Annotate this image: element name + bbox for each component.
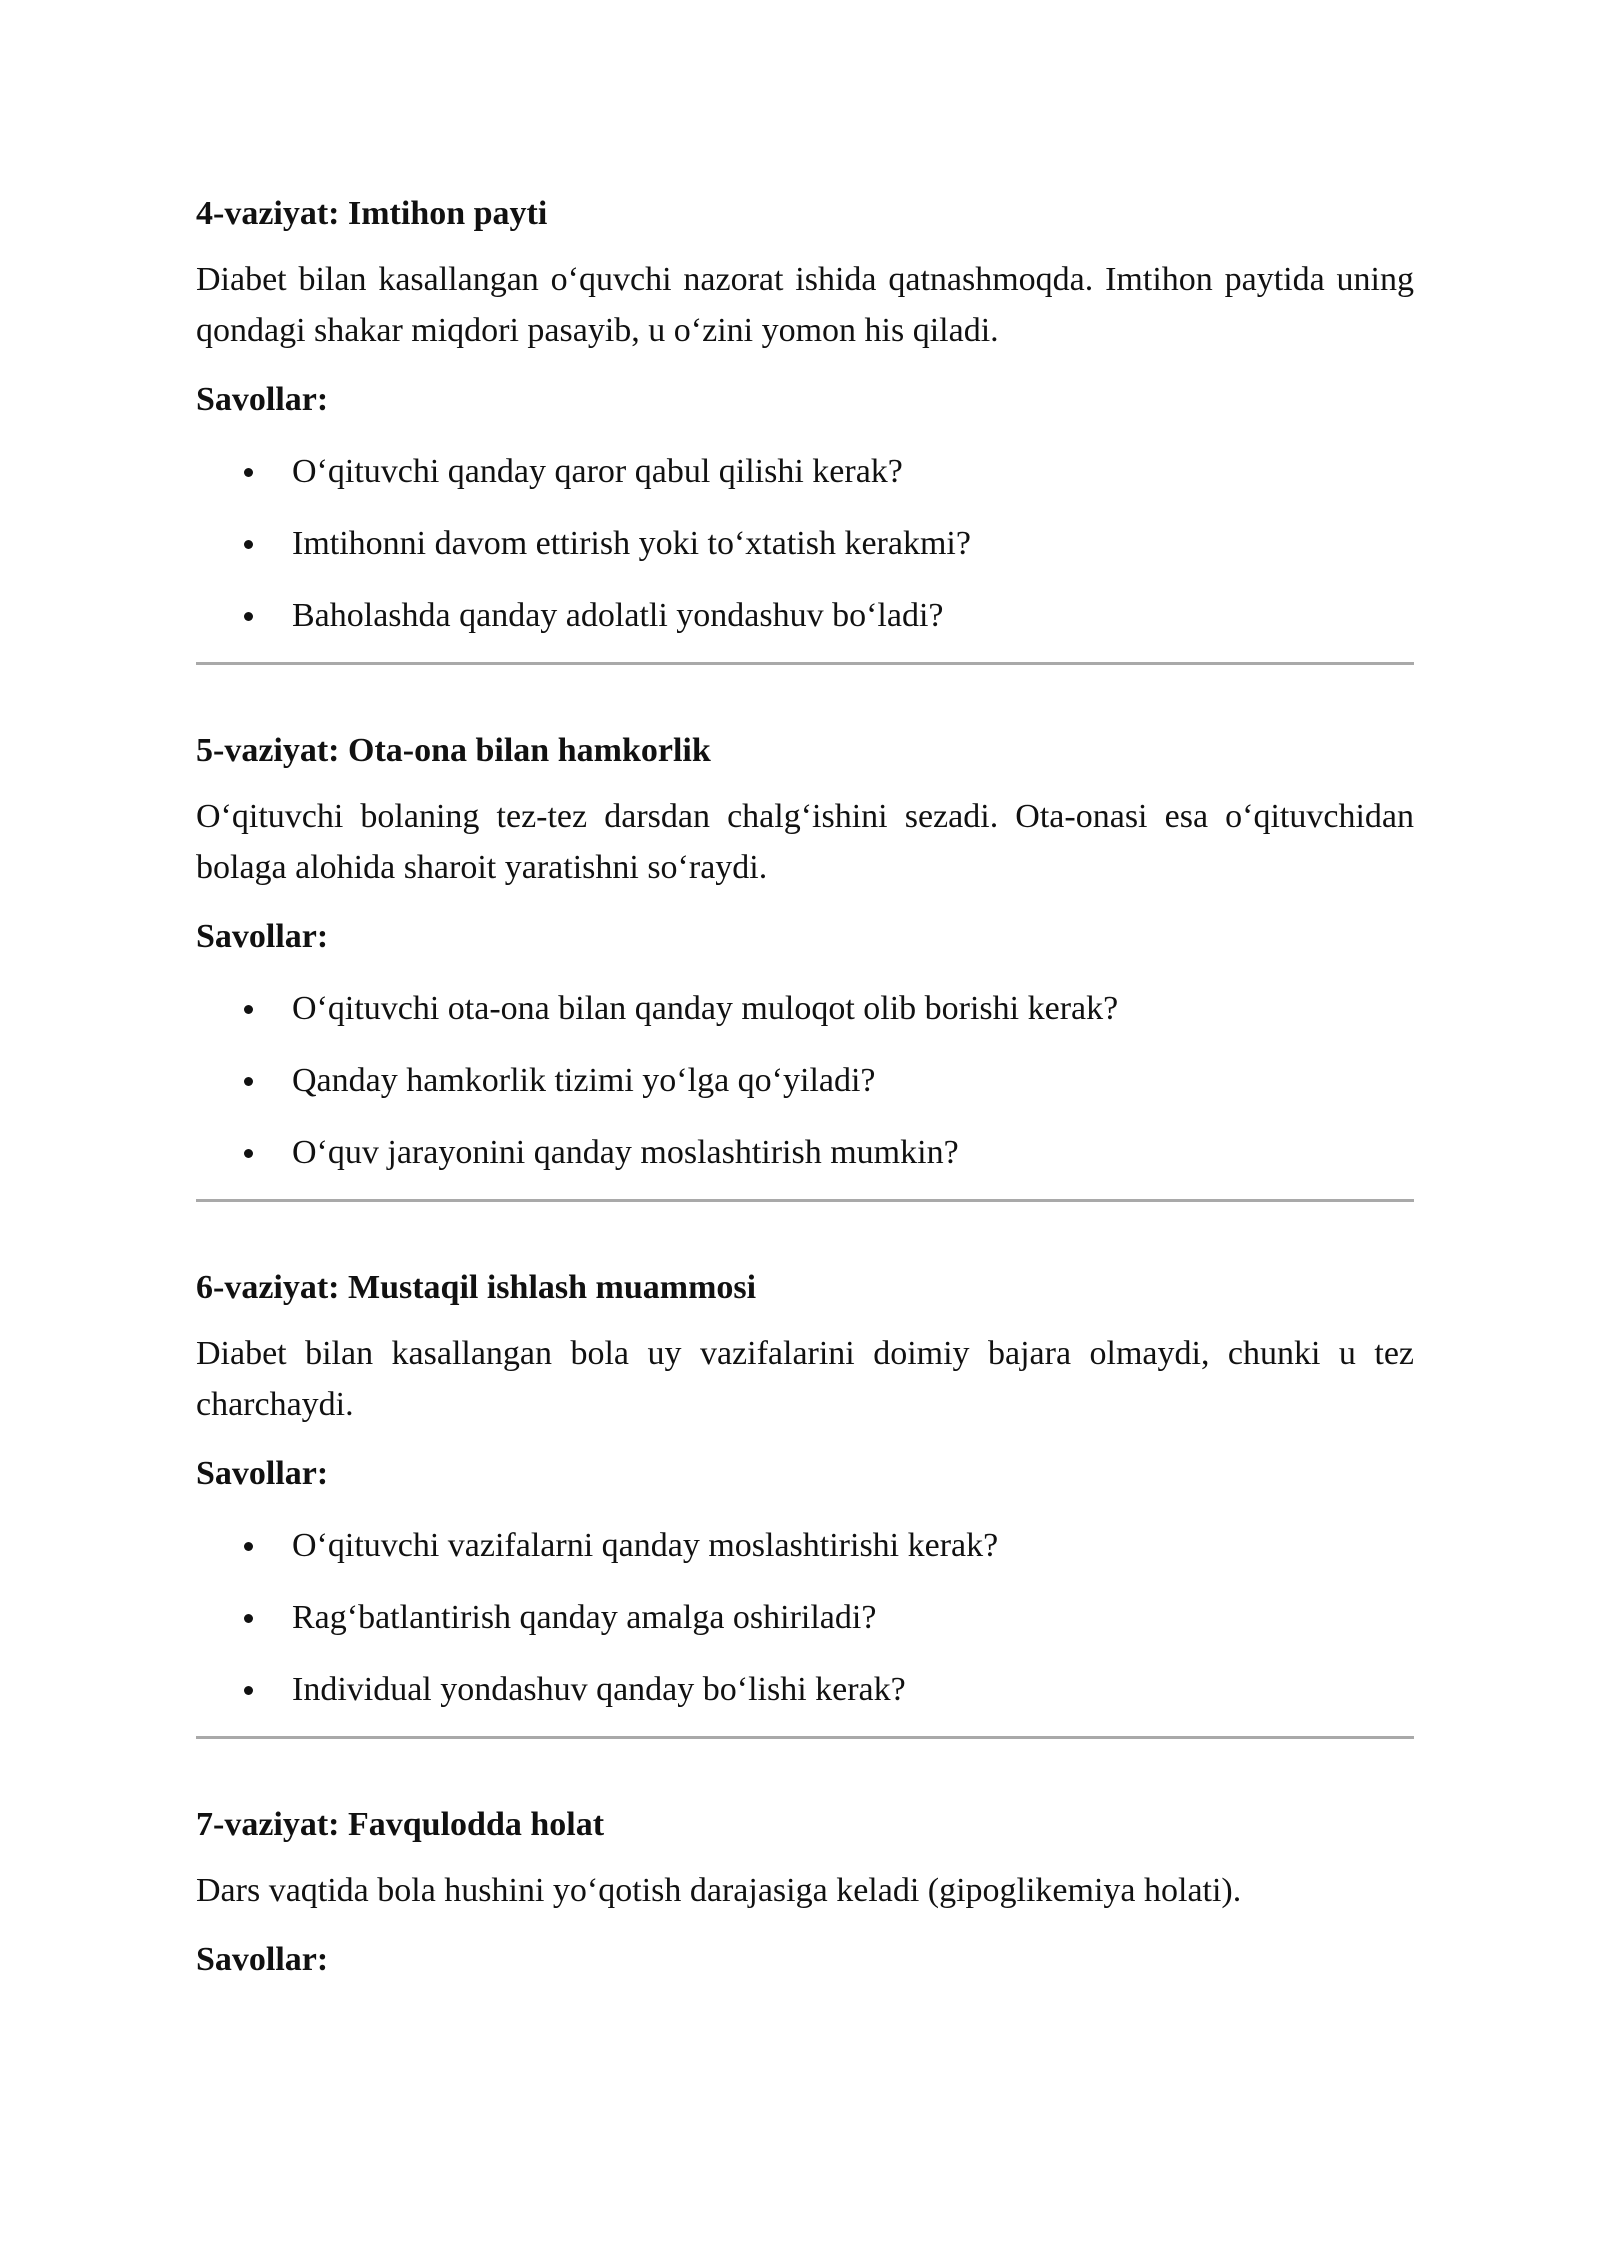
bullet-icon: [244, 1686, 253, 1695]
section-divider: [196, 1199, 1414, 1202]
document-page: [196, 188, 1414, 2006]
question-text: O‘qituvchi ota-ona bilan qanday muloqot olib borishi kerak?: [292, 990, 1119, 1027]
section-divider: [196, 1736, 1414, 1739]
question-item: [196, 983, 1414, 1035]
question-item: [196, 446, 1414, 498]
bullet-icon: [244, 540, 253, 549]
questions-list: [196, 1520, 1414, 1716]
question-text: Qanday hamkorlik tizimi yo‘lga qo‘yiladi?: [292, 1062, 876, 1099]
question-item: [196, 1592, 1414, 1644]
bullet-icon: [244, 1614, 253, 1623]
case-description: Dars vaqtida bola hushini yo‘qotish darajasiga keladi (gipoglikemiya holati).: [196, 1872, 1242, 1909]
case-heading: 4-vaziyat: Imtihon payti: [196, 195, 548, 232]
case-section-7: [196, 1799, 1414, 1986]
question-item: [196, 1055, 1414, 1107]
case-section-6: [196, 1262, 1414, 1739]
questions-list: [196, 983, 1414, 1179]
bullet-icon: [244, 1077, 253, 1086]
question-item: [196, 1664, 1414, 1716]
bullet-icon: [244, 612, 253, 621]
question-text: Rag‘batlantirish qanday amalga oshiriladi?: [292, 1599, 877, 1636]
case-heading: 7-vaziyat: Favqulodda holat: [196, 1806, 605, 1843]
questions-label: Savollar:: [196, 918, 329, 955]
question-text: O‘qituvchi vazifalarni qanday moslashtirishi kerak?: [292, 1527, 999, 1564]
bullet-icon: [244, 468, 253, 477]
case-description: Diabet bilan kasallangan bola uy vazifalarini doimiy bajara olmaydi, chunki u tez charchaydi.: [196, 1335, 1414, 1423]
bullet-icon: [244, 1542, 253, 1551]
case-section-4: [196, 188, 1414, 665]
question-item: [196, 590, 1414, 642]
question-text: Baholashda qanday adolatli yondashuv bo‘ladi?: [292, 597, 944, 634]
question-item: [196, 1127, 1414, 1179]
question-text: Individual yondashuv qanday bo‘lishi kerak?: [292, 1671, 906, 1708]
question-text: Imtihonni davom ettirish yoki to‘xtatish kerakmi?: [292, 525, 971, 562]
case-section-5: [196, 725, 1414, 1202]
case-description: Diabet bilan kasallangan o‘quvchi nazorat ishida qatnashmoqda. Imtihon paytida uning qondagi shakar miqdori pasayib, u o‘zini yomon his qiladi.: [196, 261, 1414, 349]
question-text: O‘quv jarayonini qanday moslashtirish mumkin?: [292, 1134, 959, 1171]
section-divider: [196, 662, 1414, 665]
bullet-icon: [244, 1005, 253, 1014]
questions-label: Savollar:: [196, 1941, 329, 1978]
case-heading: 6-vaziyat: Mustaqil ishlash muammosi: [196, 1269, 757, 1306]
question-text: O‘qituvchi qanday qaror qabul qilishi kerak?: [292, 453, 903, 490]
question-item: [196, 1520, 1414, 1572]
questions-label: Savollar:: [196, 381, 329, 418]
case-heading: 5-vaziyat: Ota-ona bilan hamkorlik: [196, 732, 711, 769]
questions-list: [196, 446, 1414, 642]
bullet-icon: [244, 1149, 253, 1158]
case-description: O‘qituvchi bolaning tez-tez darsdan chalg‘ishini sezadi. Ota-onasi esa o‘qituvchidan bolaga alohida sharoit yaratishni so‘raydi.: [196, 798, 1414, 886]
question-item: [196, 518, 1414, 570]
questions-label: Savollar:: [196, 1455, 329, 1492]
